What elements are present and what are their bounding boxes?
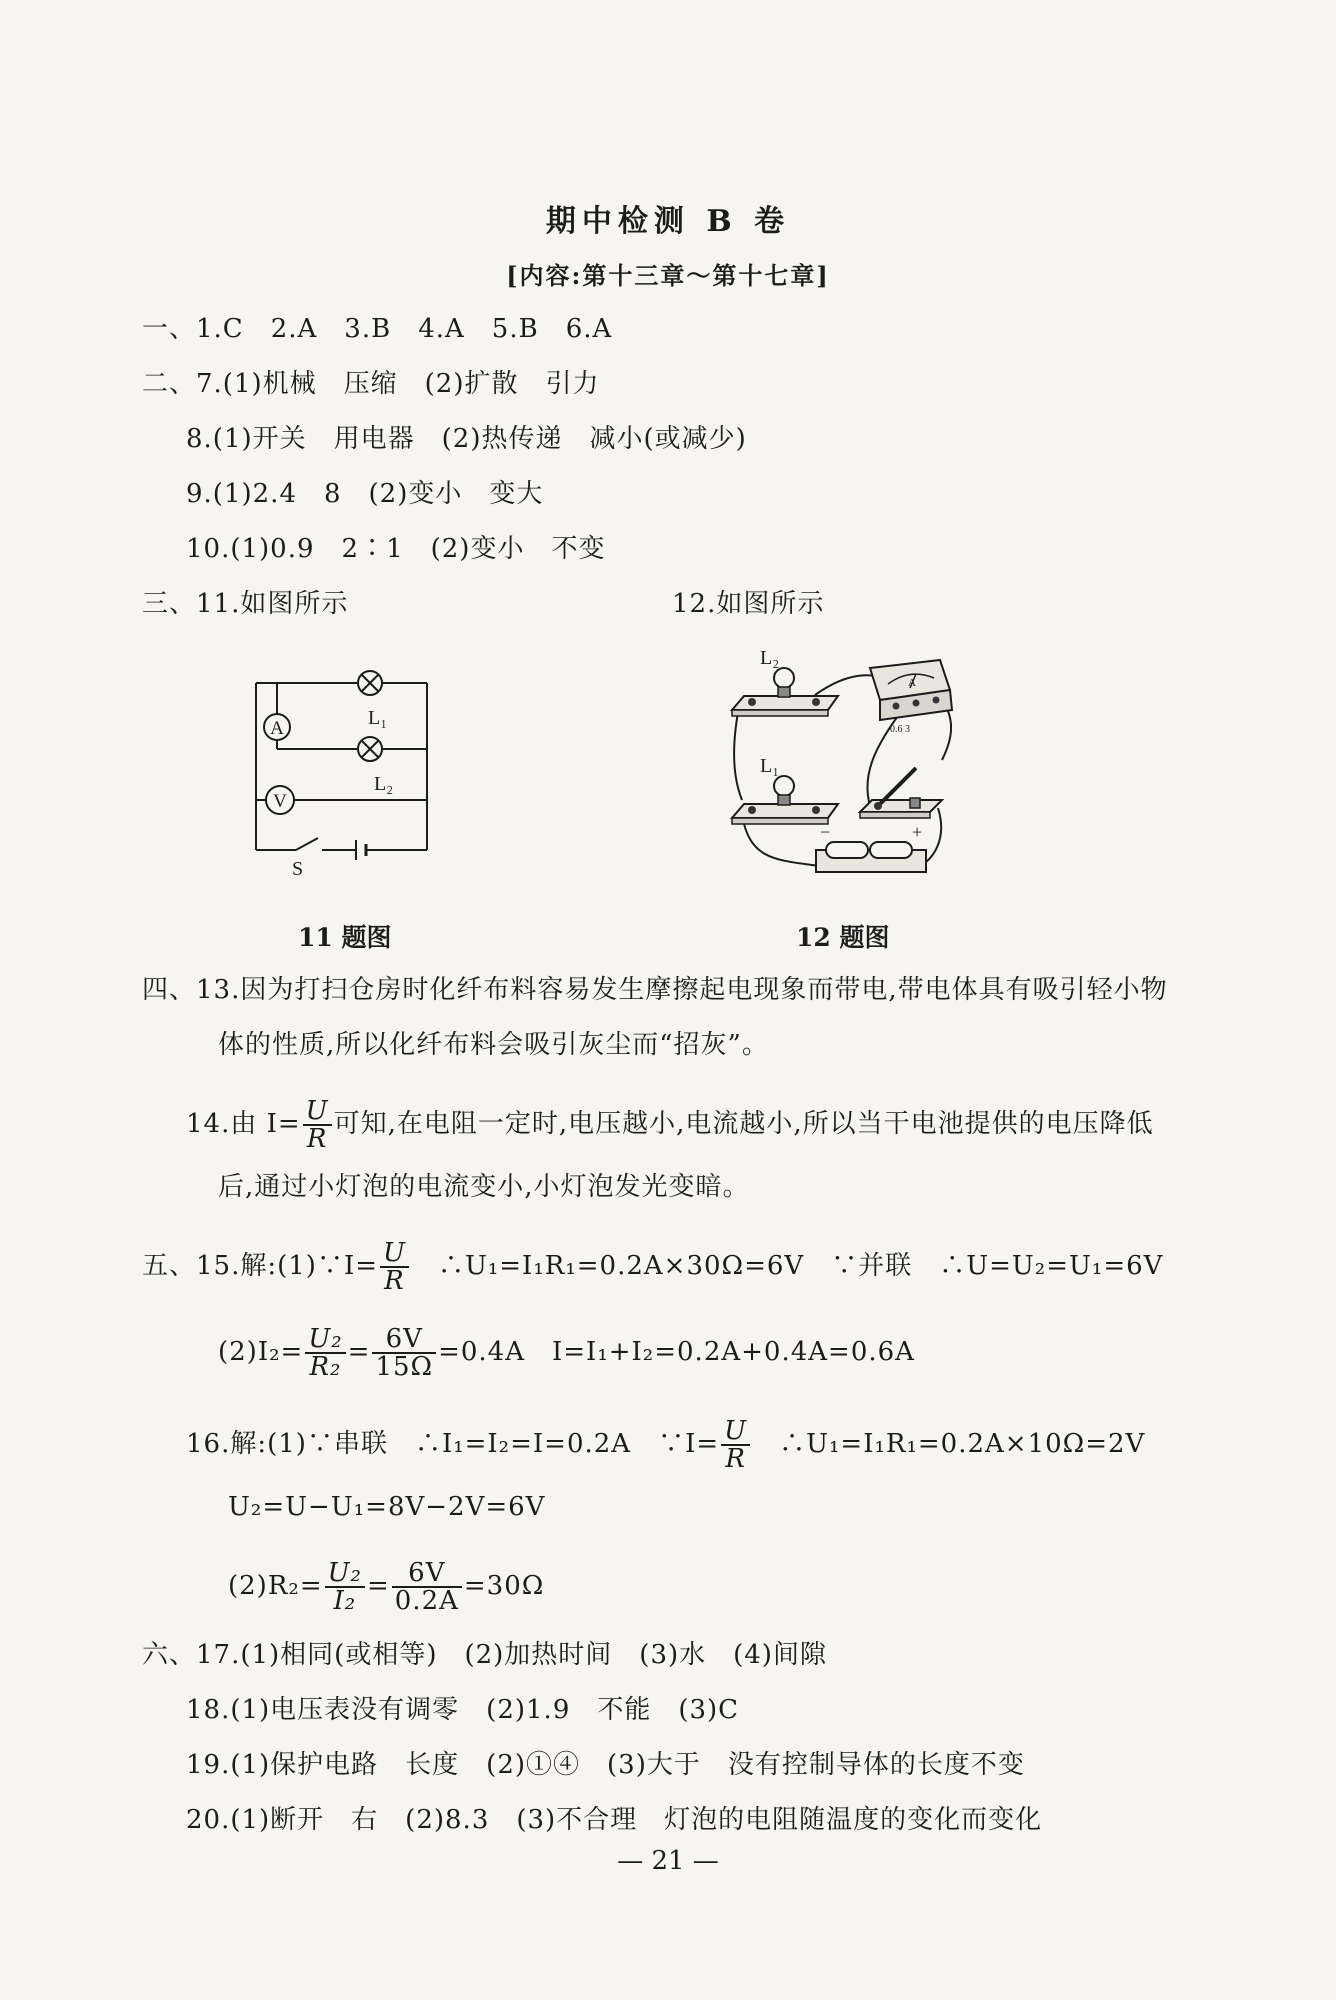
voltmeter-icon [266, 786, 294, 814]
q15-l2-fraction2 [372, 1326, 436, 1380]
q15-answer-line1 [142, 1240, 1163, 1294]
lamp-l1-icon [358, 671, 382, 695]
battery-icon [356, 840, 366, 860]
figure-12-caption: 12 题图 [796, 923, 890, 952]
fig11-l1-label: L₁ [368, 707, 388, 729]
voltmeter-label: V [273, 791, 287, 812]
q14-text-pre: 14.由 I= [186, 1109, 301, 1139]
q19-answer: 19.(1)保护电路 长度 (2)①④ (3)大于 没有控制导体的长度不变 [186, 1750, 1025, 1780]
q16-text-post: ∴U₁=I₁R₁=0.2A×10Ω=2V [779, 1429, 1146, 1459]
q17-answer: 六、17.(1)相同(或相等) (2)加热时间 (3)水 (4)间隙 [142, 1640, 827, 1670]
q16-fraction-numerator: U [721, 1418, 750, 1446]
q9-answer: 9.(1)2.4 8 (2)变小 变大 [186, 479, 544, 509]
q15-l2-fraction1-numerator: U₂ [305, 1326, 345, 1354]
lamp-l2-board-icon [732, 668, 838, 716]
q15-formula-fraction [380, 1240, 409, 1294]
q15-l2-fraction1-denominator: R₂ [309, 1352, 342, 1382]
q20-answer: 20.(1)断开 右 (2)8.3 (3)不合理 灯泡的电阻随温度的变化而变化 [186, 1805, 1043, 1835]
section1-answers: 一、1.C 2.A 3.B 4.A 5.B 6.A [142, 314, 613, 344]
q16-l3-fraction1-denominator: I₂ [333, 1586, 357, 1616]
lamp-l1-board-icon [732, 776, 838, 824]
ammeter-device-icon [870, 660, 952, 735]
page-number: — 21 — [617, 1846, 719, 1876]
q16-l3-fraction1-numerator: U₂ [325, 1560, 365, 1588]
q15-l2-pre: (2)I₂= [218, 1337, 304, 1367]
q16-text-pre: 16.解:(1)∵串联 ∴I₁=I₂=I=0.2A ∵I= [186, 1429, 720, 1459]
q16-l3-fraction2 [392, 1560, 462, 1614]
battery-minus-label: − [820, 822, 831, 842]
q14-formula-fraction [303, 1098, 332, 1152]
fig11-l2-label: L₂ [374, 773, 394, 795]
q15-l2-fraction1 [305, 1326, 345, 1380]
q15-fraction-numerator: U [380, 1240, 409, 1268]
q16-answer-line1 [186, 1418, 1145, 1472]
q14-text-post: 可知,在电阻一定时,电压越小,电流越小,所以当干电池提供的电压降低 [333, 1109, 1154, 1139]
battery-holder-icon [816, 822, 926, 872]
page-subtitle: [内容:第十三章～第十七章] [506, 261, 830, 290]
q16-l3-fraction1 [325, 1560, 365, 1614]
q14-answer-line1 [186, 1098, 1154, 1152]
q14-fraction-numerator: U [303, 1098, 332, 1126]
q15-fraction-denominator: R [384, 1266, 405, 1296]
q8-answer: 8.(1)开关 用电器 (2)热传递 减小(或减少) [186, 424, 747, 454]
q16-l3-post: =30Ω [463, 1571, 545, 1601]
q15-l2-post: =0.4A I=I₁+I₂=0.2A+0.4A=0.6A [438, 1337, 915, 1367]
fig12-l1-label: L₁ [760, 755, 780, 777]
q11-answer: 三、11.如图所示 [142, 589, 349, 619]
figure-12-physical-circuit [720, 640, 960, 890]
ammeter-icon [264, 714, 290, 740]
figure-11-caption: 11 题图 [298, 923, 392, 952]
q16-fraction-denominator: R [725, 1444, 746, 1474]
q15-l2-fraction2-numerator: 6V [372, 1326, 436, 1354]
battery-plus-label: + [912, 822, 923, 842]
ammeter-label: A [270, 718, 284, 739]
q13-answer-line2: 体的性质,所以化纤布料会吸引灰尘而“招灰”。 [218, 1030, 769, 1060]
lamp-l2-icon [358, 737, 382, 761]
q16-formula-fraction [721, 1418, 750, 1472]
q15-text-pre: 五、15.解:(1)∵I= [142, 1251, 378, 1281]
q14-fraction-denominator: R [306, 1124, 328, 1154]
q12-answer: 12.如图所示 [672, 589, 825, 619]
q16-l3-fraction2-denominator: 0.2A [394, 1586, 459, 1616]
q16-answer-line3 [228, 1560, 544, 1614]
q15-answer-line2 [218, 1326, 915, 1380]
q16-l3-equals: = [366, 1571, 390, 1601]
ammeter-scale-label: 0.6 3 [890, 724, 910, 735]
fig12-l2-label: L₂ [760, 647, 780, 669]
q16-answer-line2: U₂=U−U₁=8V−2V=6V [228, 1492, 546, 1522]
switch-device-icon [860, 768, 942, 818]
q15-l2-equals: = [347, 1337, 371, 1367]
q18-answer: 18.(1)电压表没有调零 (2)1.9 不能 (3)C [186, 1695, 740, 1725]
q15-l2-fraction2-denominator: 15Ω [375, 1352, 434, 1382]
q15-text-post: ∴U₁=I₁R₁=0.2A×30Ω=6V ∵并联 ∴U=U₂=U₁=6V [437, 1251, 1164, 1281]
fig11-switch-label: S [292, 858, 304, 880]
q16-l3-pre: (2)R₂= [228, 1571, 323, 1601]
q10-answer: 10.(1)0.9 2∶1 (2)变小 不变 [186, 534, 606, 564]
q16-l3-fraction2-numerator: 6V [392, 1560, 462, 1588]
q7-answer: 二、7.(1)机械 压缩 (2)扩散 引力 [142, 369, 600, 399]
q14-answer-line2: 后,通过小灯泡的电流变小,小灯泡发光变暗。 [218, 1172, 750, 1202]
ammeter-device-label: A [908, 677, 916, 689]
page-title: 期中检测 B 卷 [545, 204, 791, 239]
q13-answer-line1: 四、13.因为打扫仓房时化纤布料容易发生摩擦起电现象而带电,带电体具有吸引轻小物 [142, 975, 1168, 1005]
figure-11-circuit [240, 650, 460, 880]
